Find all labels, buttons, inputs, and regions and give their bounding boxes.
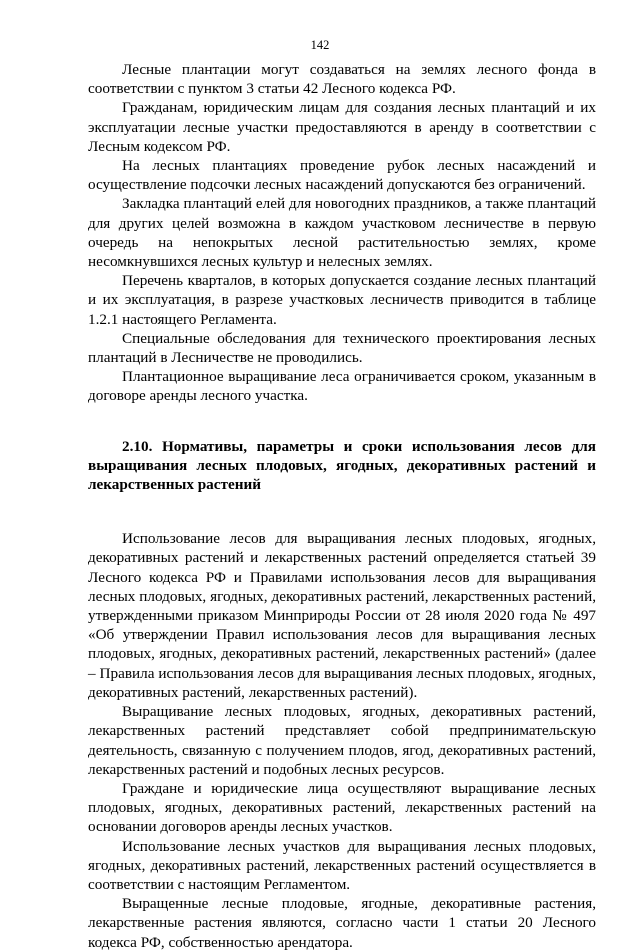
section-heading: 2.10. Нормативы, параметры и сроки использования лесов для выращивания лесных плодовых, ягодных, декоративных растений и лекарственных растений bbox=[88, 437, 596, 494]
paragraph: Выращенные лесные плодовые, ягодные, декоративные растения, лекарственные растения являются, согласно части 1 статьи 20 Лесного кодекса РФ, собственностью арендатора. bbox=[88, 895, 596, 951]
paragraph: Гражданам, юридическим лицам для создания лесных плантаций и их эксплуатации лесные участки предоставляются в аренду в соответствии с Лесным кодексом РФ. bbox=[88, 99, 596, 155]
paragraph: Закладка плантаций елей для новогодних праздников, а также плантаций для других целей возможна в каждом участковом лесничестве в первую очередь на непокрытых лесной растительностью землях, кроме несомкнувшихся лесных культур и нелесных землях. bbox=[88, 195, 596, 271]
paragraph: На лесных плантациях проведение рубок лесных насаждений и осуществление подсочки лесных насаждений допускаются без ограничений. bbox=[88, 157, 596, 194]
page-content bbox=[88, 60, 596, 952]
paragraph: Выращивание лесных плодовых, ягодных, декоративных растений, лекарственных растений представляет собой предпринимательскую деятельность, связанную с получением плодов, ягод, декоративных растений, лекарственных растений и подобных лесных ресурсов. bbox=[88, 703, 596, 778]
paragraph: Перечень кварталов, в которых допускается создание лесных плантаций и их эксплуатация, в разрезе участковых лесничеств приводится в таблице 1.2.1 настоящего Регламента. bbox=[88, 272, 596, 328]
paragraph: Лесные плантации могут создаваться на землях лесного фонда в соответствии с пунктом 3 статьи 42 Лесного кодекса РФ. bbox=[88, 61, 596, 98]
paragraph: Использование лесов для выращивания лесных плодовых, ягодных, декоративных растений и лекарственных растений определяется статьей 39 Лесного кодекса РФ и Правилами использования лесов для выращивания лесных плодовых, ягодных, декоративных растений, лекарственных растений, утвержденными приказом Минприроды России от 28 июля 2020 года № 497 «Об утверждении Правил использования лесов для выращивания лесных плодовых, ягодных, декоративных растений, лекарственных растений» (далее – Правила использования лесов для выращивания лесных плодовых, ягодных, декоративных растений, лекарственных растений). bbox=[88, 530, 596, 701]
page-number: 142 bbox=[310, 38, 330, 52]
paragraph: Использование лесных участков для выращивания лесных плодовых, ягодных, декоративных растений, лекарственных растений осуществляется в соответствии с настоящим Регламентом. bbox=[88, 837, 596, 893]
paragraph: Граждане и юридические лица осуществляют выращивание лесных плодовых, ягодных, декоративных растений, лекарственных растений на основании договоров аренды лесных участков. bbox=[88, 779, 596, 836]
paragraph: Специальные обследования для технического проектирования лесных плантаций в Лесничестве не проводились. bbox=[88, 329, 596, 367]
paragraph: Плантационное выращивание леса ограничивается сроком, указанным в договоре аренды лесного участка. bbox=[88, 368, 596, 405]
